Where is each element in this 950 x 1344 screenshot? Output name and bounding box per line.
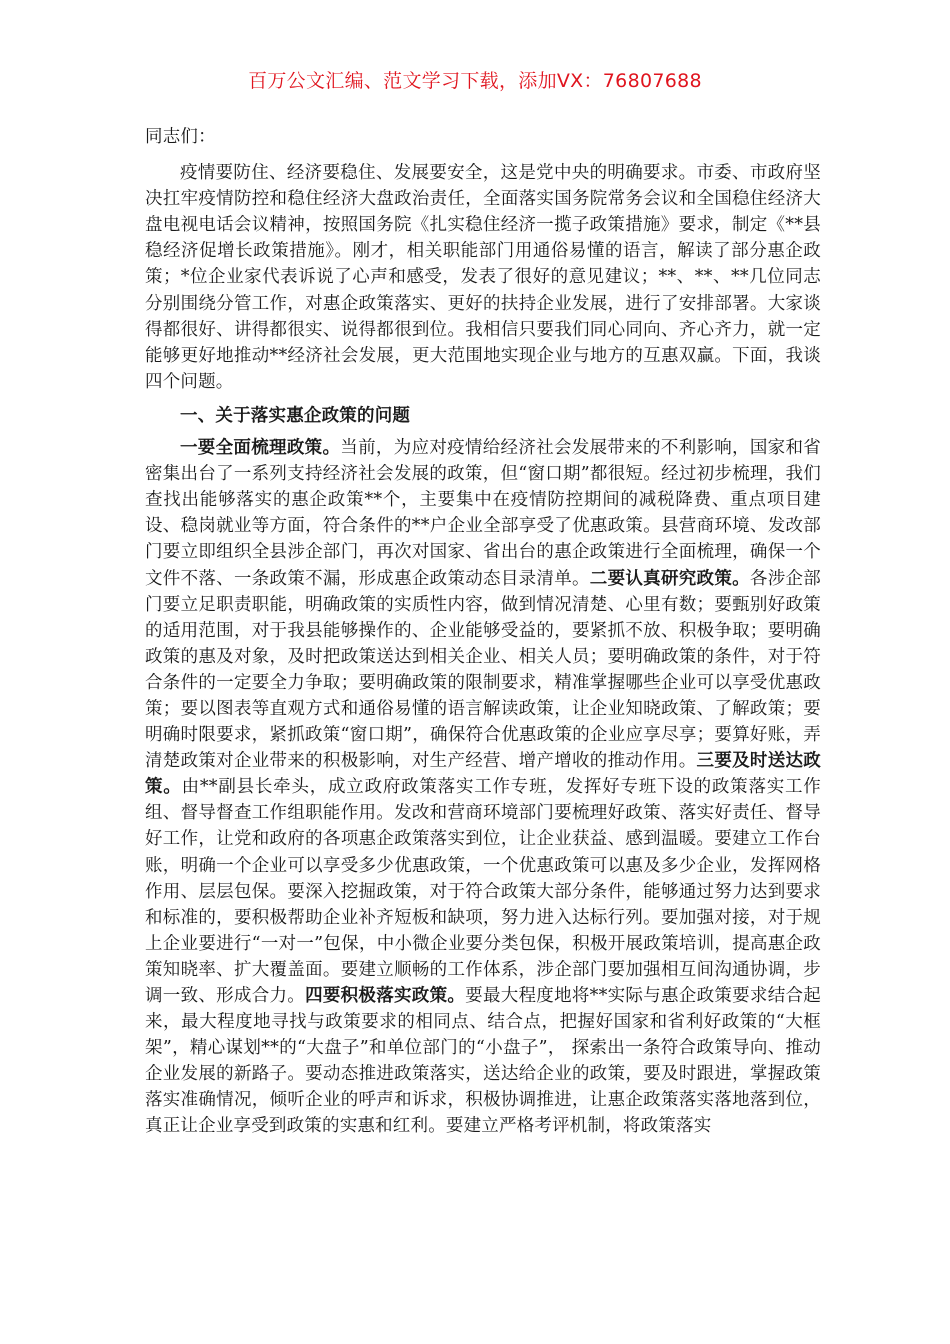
point-title-2: 二要认真研究政策。	[589, 568, 750, 589]
point-text-3: 由**副县长牵头，成立政府政策落实工作专班，发挥好专班下设的政策落实工作组、督导督查工作组职能作用。发改和营商环境部门要梳理好政策、落实好责任、督导好工作，让党和政府的各项惠企政策落实到位，让企业获益、感到温暖。要建立工作台账，明确一个企业可以享受多少优惠政策，一个优惠政策可以惠及多少企业，发挥网格作用、层层包保。要深入挖掘政策，对于符合政策大部分条件，能够通过努力达到要求和标准的，要积极帮助企业补齐短板和缺项，努力进入达标行列。要加强对接，对于规上企业要进行“一对一”包保，中小微企业要分类包保，积极开展政策培训，提高惠企政策知晓率、扩大覆盖面。要建立顺畅的工作体系，涉企部门要加强相互间沟通协调，步调一致、形成合力。	[145, 777, 821, 1006]
intro-paragraph: 疫情要防住、经济要稳住、发展要安全，这是党中央的明确要求。市委、市政府坚决扛牢疫情防控和稳住经济大盘政治责任，全面落实国务院常务会议和全国稳住经济大盘电视电话会议精神，按照国务院《扎实稳住经济一揽子政策措施》要求，制定《**县稳经济促增长政策措施》。刚才，相关职能部门用通俗易懂的语言，解读了部分惠企政策；*位企业家代表诉说了心声和感受，发表了很好的意见建议；**、**、**几位同志分别围绕分管工作，对惠企政策落实、更好的扶持企业发展，进行了安排部署。大家谈得都很好、讲得都很实、说得都很到位。我相信只要我们同心同向、齐心齐力，就一定能够更好地推动**经济社会发展，更大范围地实现企业与地方的互惠双赢。下面，我谈四个问题。	[145, 163, 821, 392]
section-heading: 一、关于落实惠企政策的问题	[180, 405, 411, 426]
point-title-1: 一要全面梳理政策。	[180, 438, 341, 459]
point-title-4: 四要积极落实政策。	[305, 986, 466, 1006]
point-title-3: 三要及时送达政策。	[145, 751, 821, 798]
watermark-banner: 百万公文汇编、范文学习下载，添加VX：76807688	[248, 70, 702, 92]
point-text-1: 当前，为应对疫情给经济社会发展带来的不利影响，国家和省密集出台了一系列支持经济社会发展的政策，但“窗口期”都很短。经过初步梳理，我们查找出能够落实的惠企政策**个，主要集中在疫情防控期间的减税降费、重点项目建设、稳岗就业等方面，符合条件的**户企业全部享受了优惠政策。县营商环境、发改部门要立即组织全县涉企部门，再次对国家、省出台的惠企政策进行全面梳理，确保一个文件不落、一条政策不漏，形成惠企政策动态目录清单。	[145, 438, 821, 589]
salutation: 同志们：	[145, 127, 216, 147]
section-paragraph	[145, 435, 821, 1140]
point-text-4: 要最大程度地将**实际与惠企政策要求结合起来，最大程度地寻找与政策要求的相同点、结合点，把握好国家和省利好政策的“大框架”，精心谋划**的“大盘子”和单位部门的“小盘子”， 探索出一条符合政策导向、推动企业发展的新路子。要动态推进政策落实，送达给企业的政策，要及时跟进，掌握政策落实准确情况，倾听企业的呼声和诉求，积极协调推进，让惠企政策落实落地落到位，真正让企业享受到政策的实惠和红利。要建立严格考评机制，将政策落实	[145, 986, 821, 1137]
document-body	[145, 124, 821, 1140]
point-text-2: 各涉企部门要立足职责职能，明确政策的实质性内容，做到情况清楚、心里有数；要甄别好政策的适用范围，对于我县能够操作的、企业能够受益的，要紧抓不放、积极争取；要明确政策的惠及对象，及时把政策送达到相关企业、相关人员；要明确政策的条件，对于符合条件的一定要全力争取；要明确政策的限制要求，精准掌握哪些企业可以享受优惠政策；要以图表等直观方式和通俗易懂的语言解读政策，让企业知晓政策、了解政策；要明确时限要求，紧抓政策“窗口期”，确保符合优惠政策的企业应享尽享；要算好账，弄清楚政策对企业带来的积极影响，对生产经营、增产增收的推动作用。	[145, 568, 821, 772]
